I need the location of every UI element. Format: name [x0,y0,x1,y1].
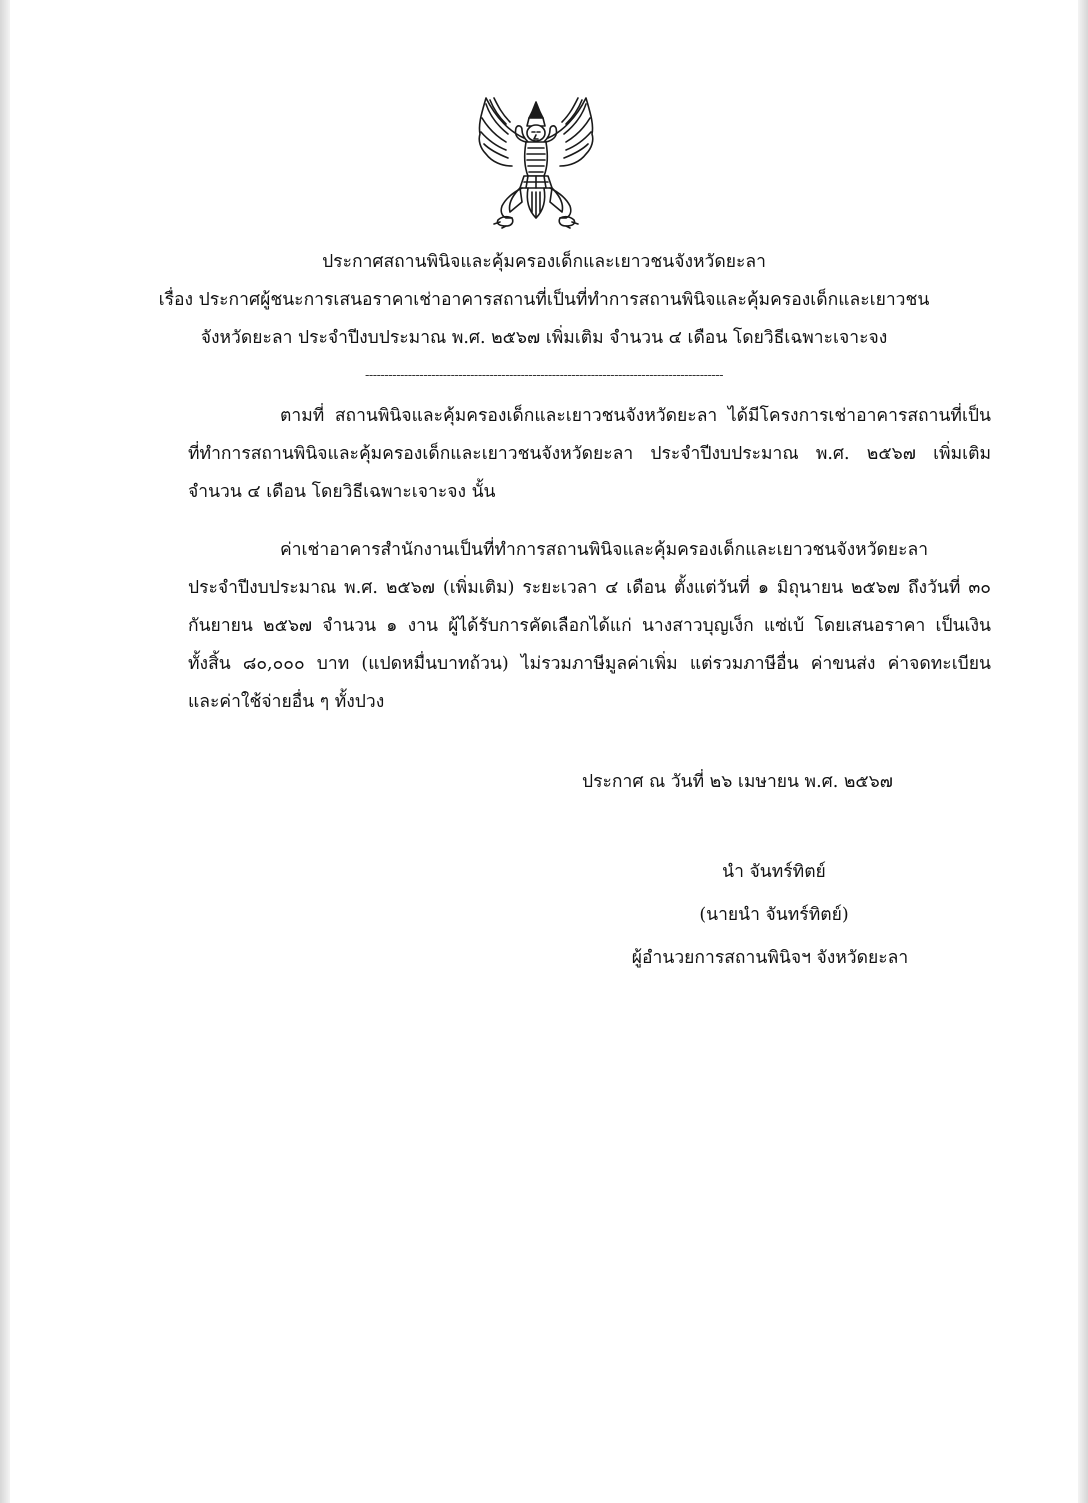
title-separator: -------------------------------------------------------------------------------------------- [364,368,724,383]
paragraph-2-line: ค่าเช่าอาคารสำนักงานเป็นที่ทำการสถานพินิจและคุ้มครองเด็กและเยาวชนจังหวัดยะลา [280,540,929,560]
paragraph-2-line: ประจำปีงบประมาณ พ.ศ. ๒๕๖๗ (เพิ่มเติม) ระยะเวลา ๔ เดือน ตั้งแต่วันที่ ๑ มิถุนายน ๒๕๖๗ ถึงวันที่ ๓๐ [188,578,991,598]
paragraph-1-line: ตามที่ สถานพินิจและคุ้มครองเด็กและเยาวชนจังหวัดยะลา ได้มีโครงการเช่าอาคารสถานที่เป็น [280,406,991,426]
signatory-printed-name: (นายนำ จันทร์ทิตย์) [699,905,849,925]
paragraph-1-line: ที่ทำการสถานพินิจและคุ้มครองเด็กและเยาวชนจังหวัดยะลา ประจำปีงบประมาณ พ.ศ. ๒๕๖๗ เพิ่มเติม [188,444,991,464]
document-subject-line-2: จังหวัดยะลา ประจำปีงบประมาณ พ.ศ. ๒๕๖๗ เพิ่มเติม จำนวน ๔ เดือน โดยวิธีเฉพาะเจาะจง [200,328,888,348]
announcement-date: ประกาศ ณ วันที่ ๒๖ เมษายน พ.ศ. ๒๕๖๗ [582,772,893,792]
page-edge-left [0,0,10,1503]
page-edge-right [1078,0,1088,1503]
paragraph-1-line: จำนวน ๔ เดือน โดยวิธีเฉพาะเจาะจง นั้น [188,482,496,502]
garuda-emblem-icon [472,92,600,232]
document-title: ประกาศสถานพินิจและคุ้มครองเด็กและเยาวชนจังหวัดยะลา [322,252,766,272]
paragraph-2-line: และค่าใช้จ่ายอื่น ๆ ทั้งปวง [188,692,385,712]
paragraph-2-line: ทั้งสิ้น ๘๐,๐๐๐ บาท (แปดหมื่นบาทถ้วน) ไม่รวมภาษีมูลค่าเพิ่ม แต่รวมภาษีอื่น ค่าขนส่ง ค่าจดทะเบียน [188,654,991,674]
signatory-position: ผู้อำนวยการสถานพินิจฯ จังหวัดยะลา [631,948,909,968]
signature: นำ จันทร์ทิตย์ [722,862,826,882]
paragraph-2-line: กันยายน ๒๕๖๗ จำนวน ๑ งาน ผู้ได้รับการคัดเลือกได้แก่ นางสาวบุญเง็ก แซ่เบ้ โดยเสนอราคา เป็นเงิน [188,616,991,636]
document-subject-line-1: เรื่อง ประกาศผู้ชนะการเสนอราคาเช่าอาคารสถานที่เป็นที่ทำการสถานพินิจและคุ้มครองเด็กและเยาวชน [158,290,930,310]
